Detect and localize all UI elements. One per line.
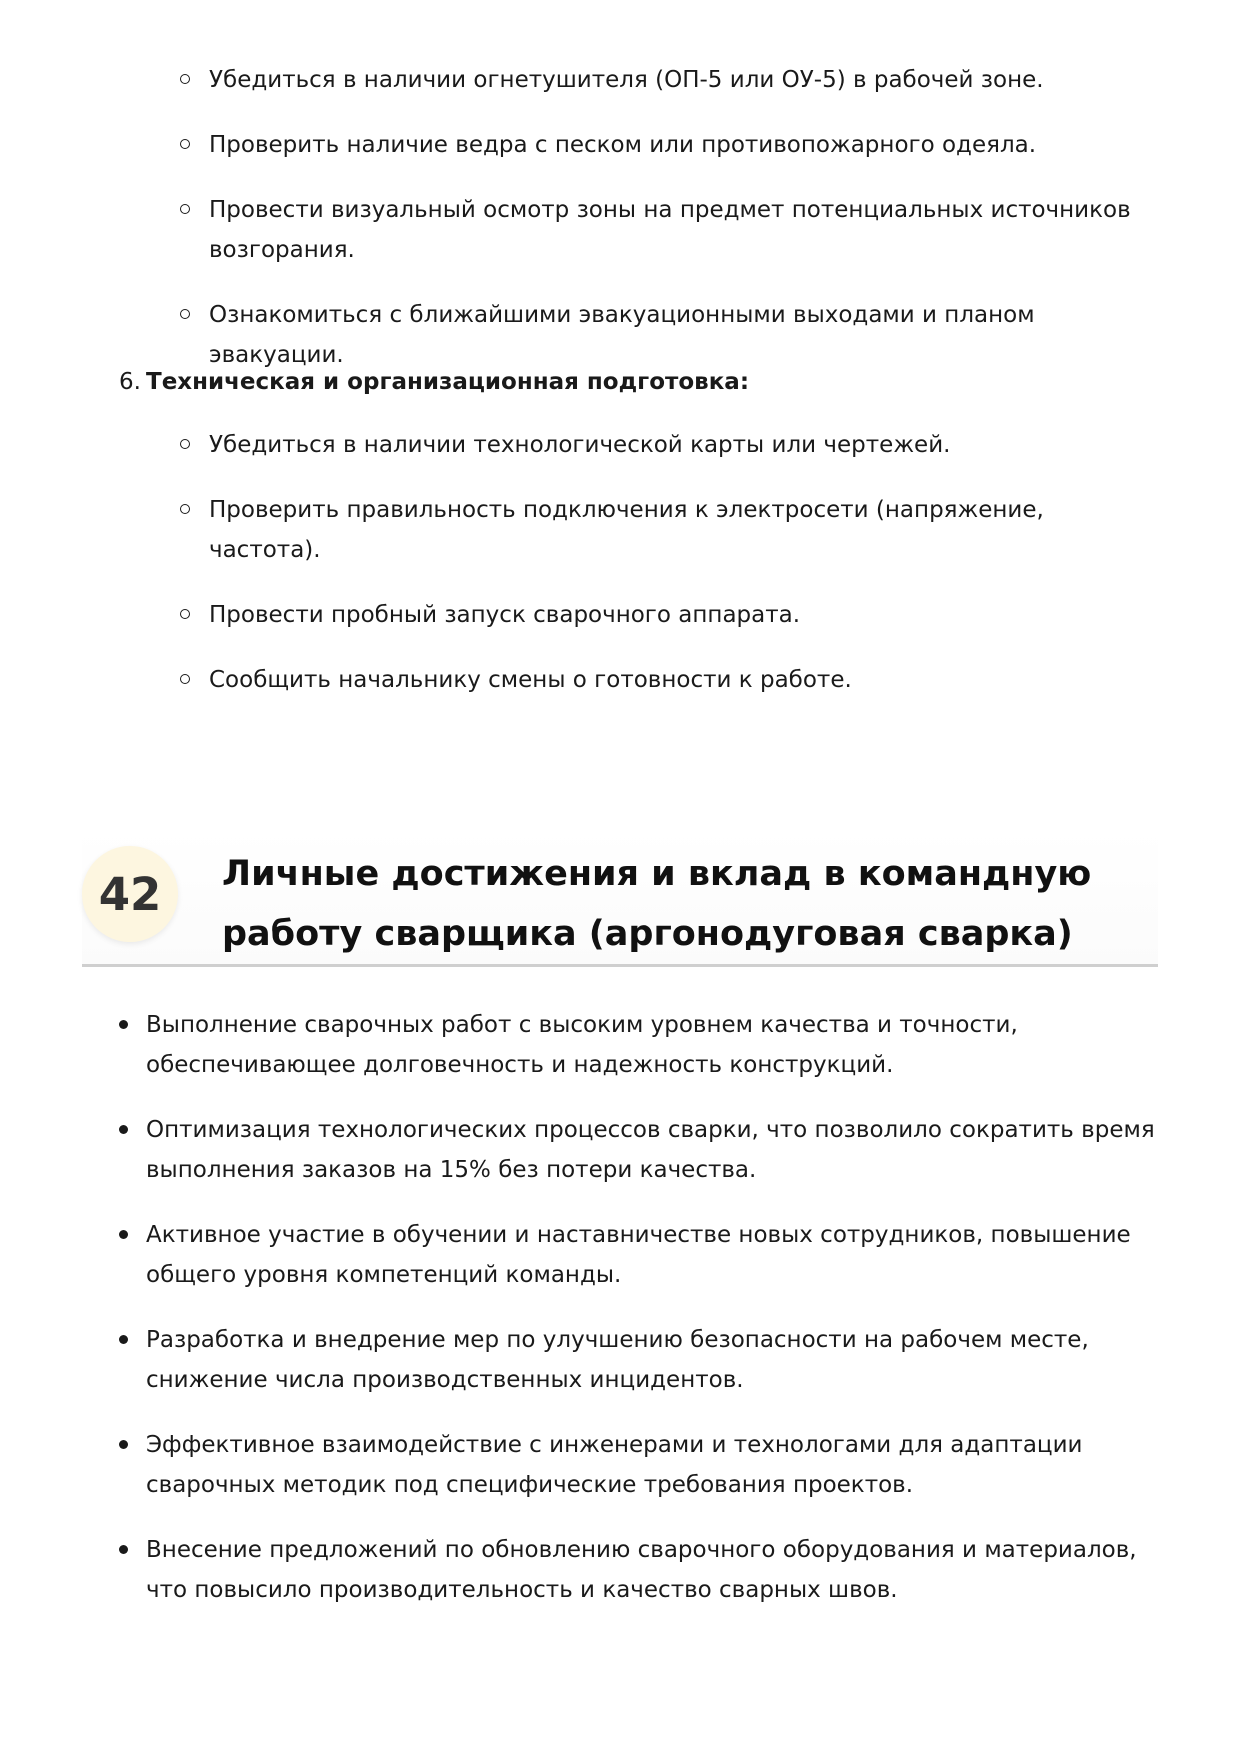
list-item [119,1005,1181,1085]
circle-bullet-icon [180,674,190,684]
list-item-text: Оптимизация технологических процессов сварки, что позволило сократить время выполнения заказов на 15% без потери качества. [146,1117,1155,1183]
list-item [177,425,1149,465]
numbered-item [119,362,749,402]
circle-bullet-icon [180,504,190,514]
fire-safety-list [177,60,1149,400]
list-item [177,190,1149,270]
list-item-text: Внесение предложений по обновлению сварочного оборудования и материалов, что повысило производительность и качество сварных швов. [146,1537,1137,1603]
circle-bullet-icon [180,139,190,149]
item-number: 6. [119,369,141,395]
disc-bullet-icon [119,1440,128,1449]
list-item-text: Проверить наличие ведра с песком или противопожарного одеяла. [209,132,1037,158]
list-item-text: Активное участие в обучении и наставничестве новых сотрудников, повышение общего уровня компетенций команды. [146,1222,1131,1288]
disc-bullet-icon [119,1230,128,1239]
achievements-list [119,1005,1181,1635]
list-item-text: Провести визуальный осмотр зоны на предмет потенциальных источников возгорания. [209,197,1131,263]
disc-bullet-icon [119,1545,128,1554]
section-title: Личные достижения и вклад в командную работу сварщика (аргонодуговая сварка) [222,854,1092,954]
list-item [177,490,1149,570]
list-item [119,1110,1181,1190]
list-item-text: Разработка и внедрение мер по улучшению безопасности на рабочем месте, снижение числа производственных инцидентов. [146,1327,1089,1393]
technical-preparation-list [177,425,1149,725]
list-item [119,1215,1181,1295]
list-item-text: Выполнение сварочных работ с высоким уровнем качества и точности, обеспечивающее долговечность и надежность конструкций. [146,1012,1018,1078]
list-item [119,1530,1181,1610]
list-item-text: Ознакомиться с ближайшими эвакуационными выходами и планом эвакуации. [209,302,1035,368]
circle-bullet-icon [180,439,190,449]
list-item [177,60,1149,100]
section-header [82,830,1158,967]
circle-bullet-icon [180,74,190,84]
list-item-text: Провести пробный запуск сварочного аппарата. [209,602,801,628]
list-item-text: Убедиться в наличии технологической карты или чертежей. [209,432,951,458]
list-item-text: Эффективное взаимодействие с инженерами и технологами для адаптации сварочных методик под специфические требования проектов. [146,1432,1083,1498]
list-item [177,660,1149,700]
circle-bullet-icon [180,609,190,619]
list-item [177,595,1149,635]
section-number-badge: 42 [82,846,178,942]
list-item [119,1425,1181,1505]
circle-bullet-icon [180,204,190,214]
list-item-text: Убедиться в наличии огнетушителя (ОП-5 или ОУ-5) в рабочей зоне. [209,67,1044,93]
circle-bullet-icon [180,309,190,319]
disc-bullet-icon [119,1335,128,1344]
list-item [177,125,1149,165]
list-item-text: Проверить правильность подключения к электросети (напряжение, частота). [209,497,1044,563]
disc-bullet-icon [119,1020,128,1029]
disc-bullet-icon [119,1125,128,1134]
item-label: Техническая и организационная подготовка: [146,369,750,395]
list-item [119,1320,1181,1400]
list-item-text: Сообщить начальнику смены о готовности к работе. [209,667,852,693]
